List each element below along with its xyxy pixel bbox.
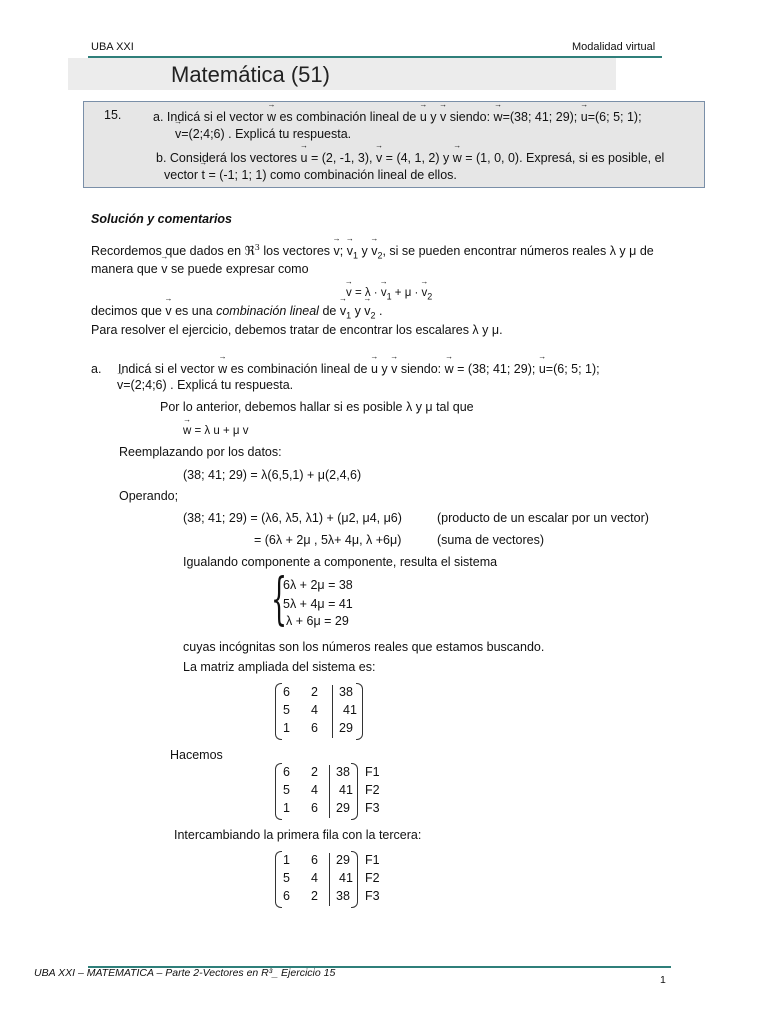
- vec-v1: → v: [381, 287, 387, 299]
- vec-v: → v: [117, 378, 123, 392]
- matrix-cell: 29: [336, 853, 350, 867]
- combination-formula: → v = λ · → $v_1 + \mu$ · → $v_2$: [346, 287, 432, 301]
- matrix-cell: 1: [283, 721, 290, 735]
- vec-v: → v: [161, 262, 167, 276]
- matrix-cell: 1: [283, 853, 290, 867]
- part-a-line2: → v=(2;4;6) . Explicá tu respuesta.: [117, 378, 293, 392]
- vec-v: → v: [391, 362, 397, 376]
- matrix-cell: 2: [311, 765, 318, 779]
- part-a-l1: Por lo anterior, debemos hallar si es posible λ y μ tal que: [160, 400, 474, 414]
- vec-w: → w: [445, 362, 454, 376]
- exercise-b-line1: b. Considerá los vectores → u = (2, -1, 3), → v = (4, 1, 2) y → w = (1, 0, 0). Expresá, si es posible, el: [156, 151, 664, 165]
- matrix-cell: 4: [311, 783, 318, 797]
- vec-u: → u: [420, 110, 427, 124]
- real-cube-symbol: ℜ$^3$: [244, 243, 260, 259]
- solution-p1-line1: Recordemos que dados en ℜ$^3$ los vectores → v; → $v_1$ $y \to v_2$, si se pueden encontrar números reales λ y μ de: [91, 243, 654, 261]
- title-band: [68, 58, 616, 90]
- part-a-l7-note: (suma de vectores): [437, 533, 544, 547]
- matrix-cell: 2: [311, 889, 318, 903]
- vec-v2: → v: [422, 287, 428, 299]
- footer-left: UBA XXI – MATEMATICA – Parte 2-Vectores en R³_ Ejercicio 15: [34, 967, 336, 979]
- matrix-cell: 6: [311, 721, 318, 735]
- matrix-cell: 41: [339, 871, 353, 885]
- matrix-rows-labeled: [275, 763, 358, 820]
- vec-v2: → v: [364, 304, 370, 318]
- hacemos-label: Hacemos: [170, 748, 223, 762]
- matrix-cell: 38: [336, 765, 350, 779]
- exercise-a-line1: a. Indicá si el vector → w es combinación lineal de → u y → v siendo: → w=(38; 41; 29); → u=(6; 5; 1);: [153, 110, 642, 124]
- part-a-l6-note: (producto de un escalar por un vector): [437, 511, 649, 525]
- vec-v2: → v: [371, 244, 377, 258]
- vec-v: → v: [376, 151, 382, 165]
- matrix-cell: 2: [311, 685, 318, 699]
- part-a-l11: Intercambiando la primera fila con la tercera:: [174, 828, 422, 842]
- vec-v1: → v: [347, 244, 353, 258]
- matrix-cell: 4: [311, 871, 318, 885]
- part-a-l4: (38; 41; 29) = λ(6,5,1) + μ(2,4,6): [183, 468, 362, 482]
- exercise-number: 15.: [104, 108, 122, 122]
- solution-p1-line2: manera que → v se puede expresar como: [91, 262, 309, 276]
- part-a-l9: cuyas incógnitas son los números reales que estamos buscando.: [183, 640, 545, 654]
- vec-v: → v: [440, 110, 446, 124]
- vec-w: → w: [453, 151, 462, 165]
- system-eq-3: λ + 6μ = 29: [286, 614, 349, 628]
- matrix-cell: 6: [311, 801, 318, 815]
- matrix-cell: 29: [339, 721, 353, 735]
- vec-w: → w: [494, 110, 503, 124]
- vec-t: → t: [202, 168, 205, 182]
- part-a-label: a.: [91, 362, 102, 376]
- vec-v1: → v: [340, 304, 346, 318]
- vec-u: → u: [539, 362, 546, 376]
- page-title: Matemática (51): [171, 62, 330, 87]
- matrix-cell: 29: [336, 801, 350, 815]
- matrix-cell: 38: [336, 889, 350, 903]
- row-label-f1: F1: [365, 765, 380, 779]
- matrix-cell: 4: [311, 703, 318, 717]
- header-right: Modalidad virtual: [572, 41, 656, 53]
- vec-u: → u: [581, 110, 588, 124]
- vec-v: → v: [346, 287, 352, 299]
- solution-p3: Para resolver el ejercicio, debemos tratar de encontrar los escalares λ y μ.: [91, 323, 503, 337]
- part-a-l7: = (6λ + 2μ , 5λ+ 4μ, λ +6μ): [254, 533, 402, 547]
- vec-w: → w: [183, 425, 191, 437]
- matrix-rows-swapped: [275, 851, 358, 908]
- part-a-l3: Reemplazando por los datos:: [119, 445, 282, 459]
- part-a-l2: → w = λ u + μ v: [183, 425, 248, 437]
- matrix-cell: 1: [283, 801, 290, 815]
- part-a-l6: (38; 41; 29) = (λ6, λ5, λ1) + (μ2, μ4, μ6): [183, 511, 402, 525]
- matrix-cell: 6: [283, 685, 290, 699]
- system-eq-1: 6λ + 2μ = 38: [283, 578, 353, 592]
- system-brace: {: [271, 567, 288, 632]
- row-label-f3: F3: [365, 889, 380, 903]
- vec-u: → u: [371, 362, 378, 376]
- vec-w: → w: [267, 110, 276, 124]
- matrix-cell: 5: [283, 783, 290, 797]
- row-label-f3: F3: [365, 801, 380, 815]
- system-eq-2: 5λ + 4μ = 41: [283, 597, 353, 611]
- matrix-cell: 6: [283, 889, 290, 903]
- matrix-cell: 6: [283, 765, 290, 779]
- row-label-f1: F1: [365, 853, 380, 867]
- part-a-l5: Operando;: [119, 489, 179, 503]
- augmented-matrix: [275, 683, 363, 740]
- matrix-cell: 6: [311, 853, 318, 867]
- solution-p2: decimos que → v es una combinación lineal de → $v_1$ $y \to v_2$ .: [91, 304, 383, 321]
- vec-u: → u: [301, 151, 308, 165]
- row-label-f2: F2: [365, 783, 380, 797]
- solution-heading: Solución y comentarios: [91, 212, 233, 226]
- part-a-l8: Igualando componente a componente, resulta el sistema: [183, 555, 498, 569]
- part-a-line1: Indicá si el vector → w es combinación lineal de → u y → v siendo: → w = (38; 41; 29); → u=(6; 5; 1);: [118, 362, 600, 376]
- matrix-cell: 41: [343, 703, 357, 717]
- matrix-cell: 38: [339, 685, 353, 699]
- vec-w: → w: [218, 362, 227, 376]
- matrix-cell: 5: [283, 871, 290, 885]
- exercise-b-line2: vector → t = (-1; 1; 1) como combinación lineal de ellos.: [164, 168, 457, 182]
- header-left: UBA XXI: [91, 41, 134, 53]
- vec-v: → v: [334, 244, 340, 258]
- vec-v: → v: [165, 304, 171, 318]
- row-label-f2: F2: [365, 871, 380, 885]
- vec-v: → v: [175, 127, 181, 141]
- matrix-cell: 5: [283, 703, 290, 717]
- matrix-cell: 41: [339, 783, 353, 797]
- exercise-a-line2: → v=(2;4;6) . Explicá tu respuesta.: [175, 127, 351, 141]
- part-a-l10: La matriz ampliada del sistema es:: [183, 660, 376, 674]
- page-number: 1: [660, 974, 666, 986]
